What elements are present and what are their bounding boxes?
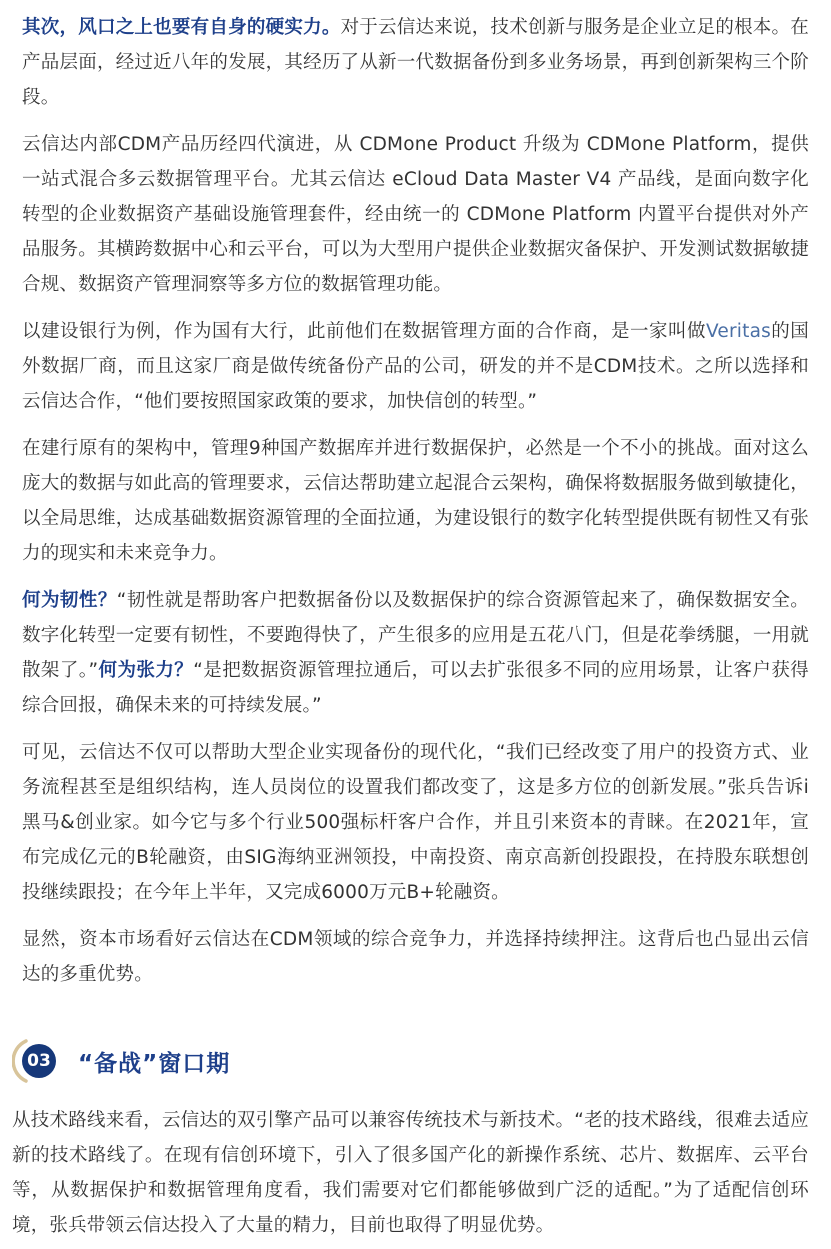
section-number: 03 bbox=[22, 1044, 56, 1078]
paragraph-5 bbox=[0, 583, 831, 723]
paragraph-text: 以建设银行为例，作为国有大行，此前他们在数据管理方面的合作商，是一家叫做 bbox=[22, 321, 706, 342]
paragraph-text: “韧性就是帮助客户把数据备份以及数据保护的综合资源管起来了，确保数据安全。数字化转型一定要有韧性，不要跑得快了，产生很多的应用是五花八门，但是花拳绣腿，一用就散架了。” bbox=[22, 590, 809, 681]
paragraph-1 bbox=[0, 10, 831, 115]
emphasis-lead-2: 何为张力？ bbox=[98, 660, 194, 681]
paragraph-text: 从技术路线来看，云信达的双引擎产品可以兼容传统技术与新技术。“老的技术路线，很难去适应新的技术路线了。在现有信创环境下，引入了很多国产化的新操作系统、芯片、数据库、云平台等，从数据保护和数据管理角度看，我们需要对它们都能够做到广泛的适配。”为了适配信创环境，张兵带领云信达投入了大量的精力，目前也取得了明显优势。 bbox=[12, 1110, 809, 1236]
paragraph-4 bbox=[0, 431, 831, 571]
emphasis-lead: 何为韧性？ bbox=[22, 590, 117, 611]
section-heading bbox=[12, 1038, 230, 1084]
company-name-veritas: Veritas bbox=[706, 321, 771, 342]
paragraph-text: 云信达内部CDM产品历经四代演进，从 CDMone Product 升级为 CDMone Platform，提供一站式混合多云数据管理平台。尤其云信达 eCloud Data Master V4 产品线，是面向数字化转型的企业数据资产基础设施管理套件，经由统一的 CDMone Platform 内置平台提供对外产品服务。其横跨数据中心和云平台，可以为大型用户提供企业数据灾备保护、开发测试数据敏捷合规、数据资产管理洞察等多方位的数据管理功能。 bbox=[22, 134, 809, 295]
section-title: “备战”窗口期 bbox=[78, 1050, 231, 1077]
paragraph-text: 在建行原有的架构中，管理9种国产数据库并进行数据保护，必然是一个不小的挑战。面对这么庞大的数据与如此高的管理要求，云信达帮助建立起混合云架构，确保将数据服务做到敏捷化，以全局思维，达成基础数据资源管理的全面拉通，为建设银行的数字化转型提供既有韧性又有张力的现实和未来竞争力。 bbox=[22, 438, 809, 564]
emphasis-lead: 其次，风口之上也要有自身的硬实力。 bbox=[22, 17, 341, 38]
paragraph-text: 对于云信达来说，技术创新与服务是企业立足的根本。在产品层面，经过近八年的发展，其经历了从新一代数据备份到多业务场景，再到创新架构三个阶段。 bbox=[22, 17, 809, 108]
paragraph-text-2: “是把数据资源管理拉通后，可以去扩张很多不同的应用场景，让客户获得综合回报，确保未来的可持续发展。” bbox=[22, 660, 810, 716]
paragraph-text: 可见，云信达不仅可以帮助大型企业实现备份的现代化，“我们已经改变了用户的投资方式、业务流程甚至是组织结构，连人员岗位的设置我们都改变了，这是多方位的创新发展。”张兵告诉i黑马&创业家。如今它与多个行业500强标杆客户合作，并且引来资本的青睐。在2021年，宣布完成亿元的B轮融资，由SIG海纳亚洲领投，中南投资、南京高新创投跟投，在持股东联想创投继续跟投；在今年上半年，又完成6000万元B+轮融资。 bbox=[22, 742, 809, 903]
paragraph-final bbox=[0, 1103, 831, 1243]
section-number-badge bbox=[12, 1038, 62, 1084]
paragraph-7 bbox=[0, 922, 831, 992]
paragraph-text: 显然，资本市场看好云信达在CDM领域的综合竞争力，并选择持续押注。这背后也凸显出云信达的多重优势。 bbox=[22, 929, 809, 985]
paragraph-6 bbox=[0, 735, 831, 910]
paragraph-3 bbox=[0, 314, 831, 419]
paragraph-2 bbox=[0, 127, 831, 302]
paragraph-text: 的国外数据厂商，而且这家厂商是做传统备份产品的公司，研发的并不是CDM技术。之所以选择和云信达合作，“他们要按照国家政策的要求，加快信创的转型。” bbox=[22, 321, 809, 412]
